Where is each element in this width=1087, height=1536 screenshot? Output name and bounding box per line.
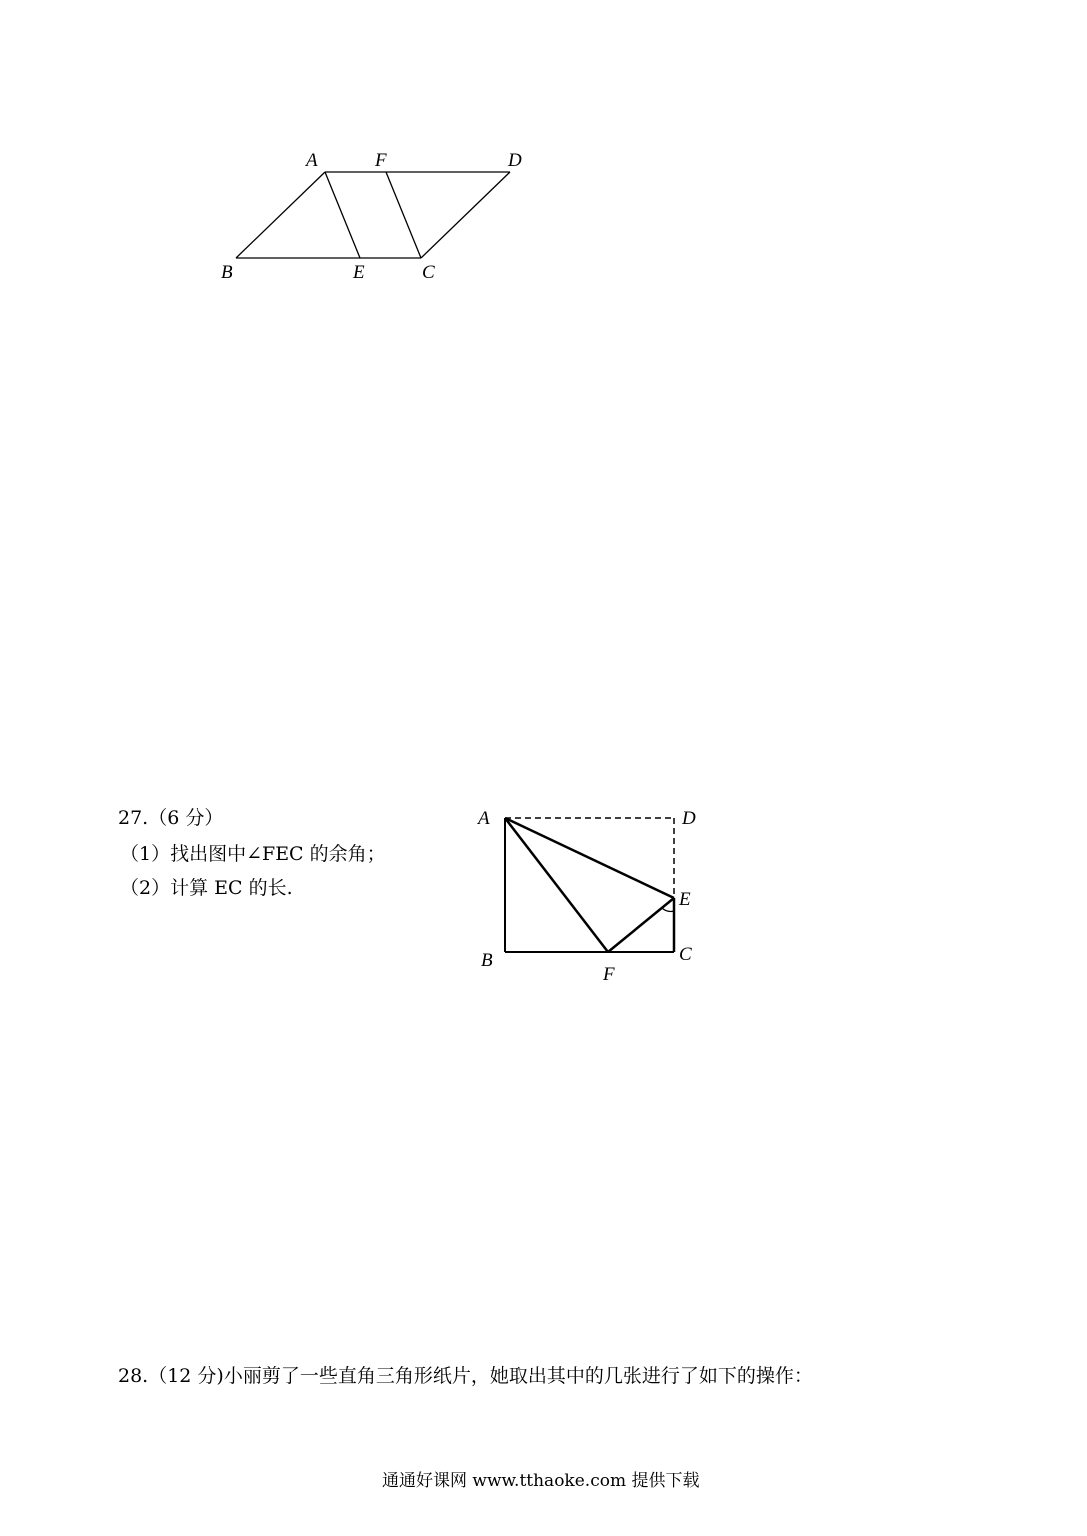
label-d: D [682, 808, 696, 829]
segment-af [505, 818, 608, 952]
label-e: E [353, 262, 365, 283]
label-b: B [221, 262, 233, 283]
segment-ae [505, 818, 674, 898]
label-a: A [478, 808, 490, 829]
label-a: A [306, 150, 318, 171]
label-c: C [679, 944, 692, 965]
q28-text: 28.（12 分)小丽剪了一些直角三角形纸片，她取出其中的几张进行了如下的操作： [118, 1365, 813, 1387]
q27-part2: （2）计算 EC 的长. [120, 877, 293, 899]
angle-fec-mark [662, 908, 674, 911]
q27-heading: 27.（6 分） [118, 807, 224, 829]
label-f: F [603, 964, 615, 985]
label-e: E [679, 889, 691, 910]
footer-text: 通通好课网 www.tthaoke.com 提供下载 [382, 1471, 700, 1491]
label-b: B [481, 950, 493, 971]
label-d: D [508, 150, 522, 171]
segment-fe [608, 898, 674, 952]
label-f: F [375, 150, 387, 171]
q27-part1: （1）找出图中∠FEC 的余角； [120, 843, 386, 865]
label-c: C [422, 262, 435, 283]
